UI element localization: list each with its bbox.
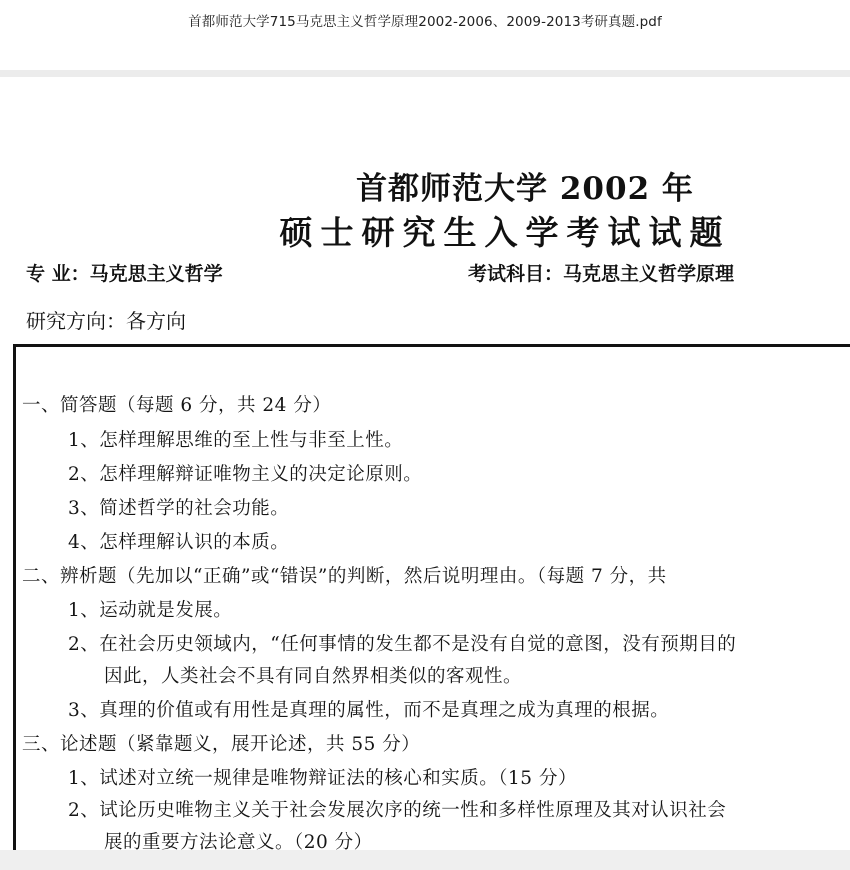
file-title[interactable]: 首都师范大学715马克思主义哲学原理2002-2006、2009-2013考研真题.pdf: [188, 14, 662, 30]
section-heading: 三、论述题（紧靠题义，展开论述，共 55 分）: [22, 734, 421, 755]
viewer-header: [0, 0, 850, 70]
question: 1、运动就是发展。: [68, 600, 233, 621]
major-field: 专 业：马克思主义哲学: [26, 263, 223, 285]
question-continuation: 展的重要方法论意义。（20 分）: [104, 832, 373, 850]
subject-field: 考试科目：马克思主义哲学原理: [468, 263, 735, 285]
question: 3、简述哲学的社会功能。: [68, 498, 290, 519]
question: 2、怎样理解辩证唯物主义的决定论原则。: [68, 464, 423, 485]
viewer-footer: [0, 850, 850, 870]
section-heading: 一、简答题（每题 6 分，共 24 分）: [22, 395, 332, 416]
header-divider: [0, 70, 850, 77]
question: 1、试述对立统一规律是唯物辩证法的核心和实质。（15 分）: [68, 768, 577, 789]
pdf-page: [0, 77, 850, 850]
question: 1、怎样理解思维的至上性与非至上性。: [68, 430, 404, 451]
question: 2、试论历史唯物主义关于社会发展次序的统一性和多样性原理及其对认识社会: [68, 800, 727, 821]
question-continuation: 因此，人类社会不具有同自然界相类似的客观性。: [104, 666, 523, 687]
section-heading: 二、辨析题（先加以“正确”或“错误”的判断，然后说明理由。（每题 7 分，共: [22, 566, 667, 587]
question: 4、怎样理解认识的本质。: [68, 532, 290, 553]
exam-subtitle: 硕士研究生入学考试试题: [279, 213, 731, 252]
question: 3、真理的价值或有用性是真理的属性，而不是真理之成为真理的根据。: [68, 700, 670, 721]
exam-title: 首都师范大学 2002 年: [356, 171, 694, 207]
question: 2、在社会历史领域内，“任何事情的发生都不是没有自觉的意图，没有预期目的: [68, 634, 737, 655]
direction-field: 研究方向：各方向: [26, 309, 186, 333]
